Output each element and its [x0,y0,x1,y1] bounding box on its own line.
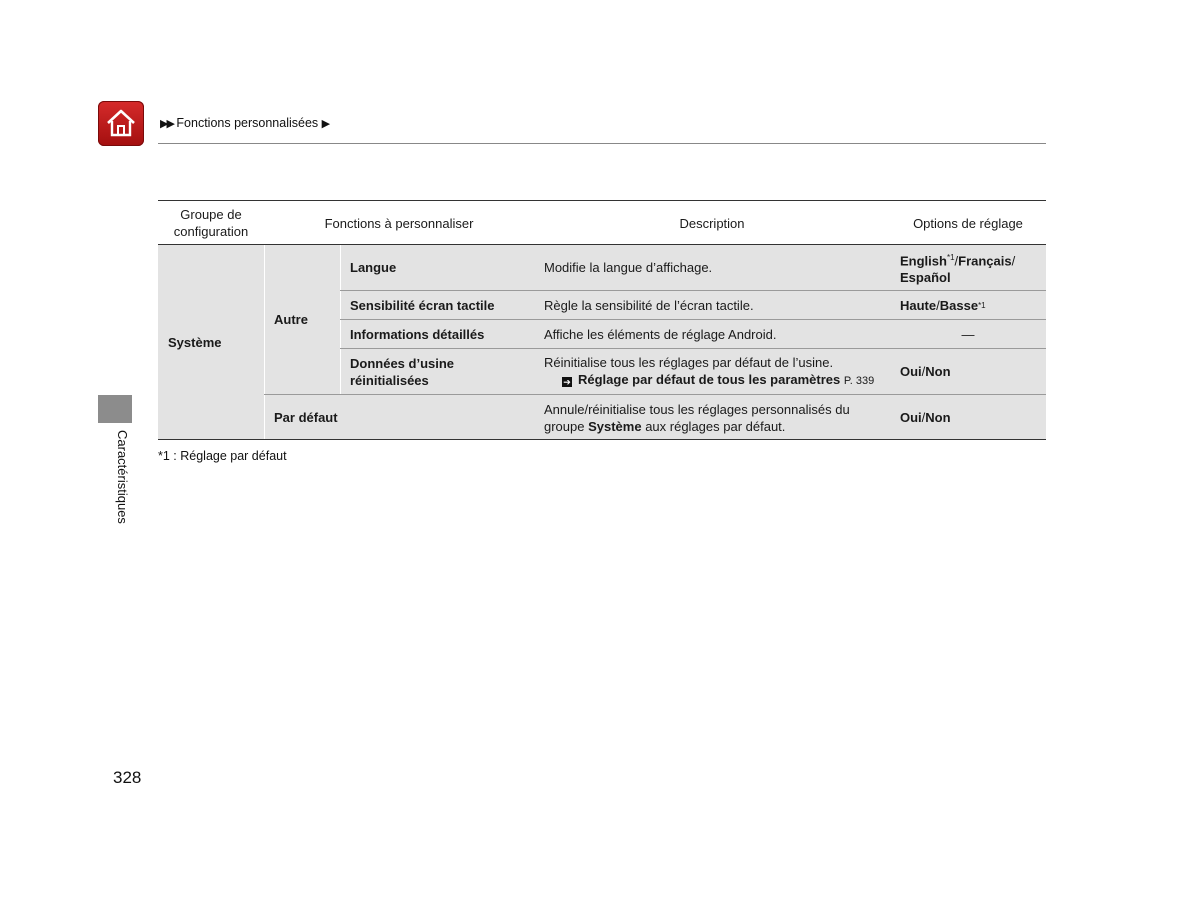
table-row-options: — [961,326,975,342]
option-separator: / [936,297,940,313]
header-options: Options de réglage [913,215,1023,231]
default-marker: *1 [946,252,955,262]
header-group: Groupe de configuration [173,207,249,239]
default-marker: *1 [978,300,986,310]
footnote: *1 : Réglage par défaut [158,449,287,463]
section-tab-marker [98,395,132,423]
description-text: aux réglages par défaut. [641,418,786,434]
home-icon [105,107,137,139]
description-text: Réinitialise tous les réglages par défaut de l’usine. [544,354,834,370]
subgroup-cell: Autre [274,312,308,327]
description-text: Annule/réinitialise tous les réglages personnalisés du groupe [544,401,850,434]
option-value: Basse [939,297,979,313]
option-separator: / [921,364,926,379]
table-row-function: Informations détaillés [350,326,485,342]
reference-arrow-icon: ➔ [563,376,571,387]
header-description: Description [679,215,745,231]
option-value: Français [958,253,1012,269]
table-row-description: Affiche les éléments de réglage Android. [544,326,777,342]
table-row-options [900,291,986,319]
home-button[interactable] [98,101,144,146]
table-row-description: Modifie la langue d’affichage. [544,260,713,275]
table-row-description [544,349,874,394]
column-divider [264,245,265,439]
table-row-function: Sensibilité écran tactile [350,297,495,313]
option-separator: / [921,410,926,425]
table-row-function: Langue [350,260,397,275]
reference-page: P. 339 [843,374,875,387]
option-separator: / [954,253,959,269]
cross-reference[interactable] [544,371,874,390]
description-emphasis: Système [588,418,642,434]
table-row-options [900,349,951,394]
table-row-options [900,245,1040,290]
section-side-label: Caractéristiques [115,430,130,524]
breadcrumb-link[interactable]: Fonctions personnalisées [176,116,319,130]
reference-link[interactable]: Réglage par défaut de tous les paramètres [578,371,841,387]
option-value: Non [925,410,951,425]
header-divider [158,143,1046,144]
option-separator: / [1011,253,1016,269]
breadcrumb [160,116,328,130]
option-value: Haute [900,297,937,313]
table-row-description: Règle la sensibilité de l’écran tactile. [544,297,754,313]
group-cell: Système [168,334,222,350]
table-row-function: Données d’usine réinitialisées [350,355,455,388]
table-row-description [544,395,874,440]
table-row-options [900,395,951,440]
option-value: English [900,253,947,269]
option-value: Oui [900,364,922,379]
table-row-function: Par défaut [274,410,338,425]
header-functions: Fonctions à personnaliser [324,215,474,231]
table-header [158,200,1046,245]
option-value: Oui [900,410,922,425]
breadcrumb-arrows: ▶▶ [160,118,173,130]
option-value: Español [900,270,951,286]
breadcrumb-trail-arrow: ▶ [321,118,329,130]
option-value: Non [925,364,951,379]
page-number: 328 [113,768,142,787]
table-body [158,245,1046,440]
